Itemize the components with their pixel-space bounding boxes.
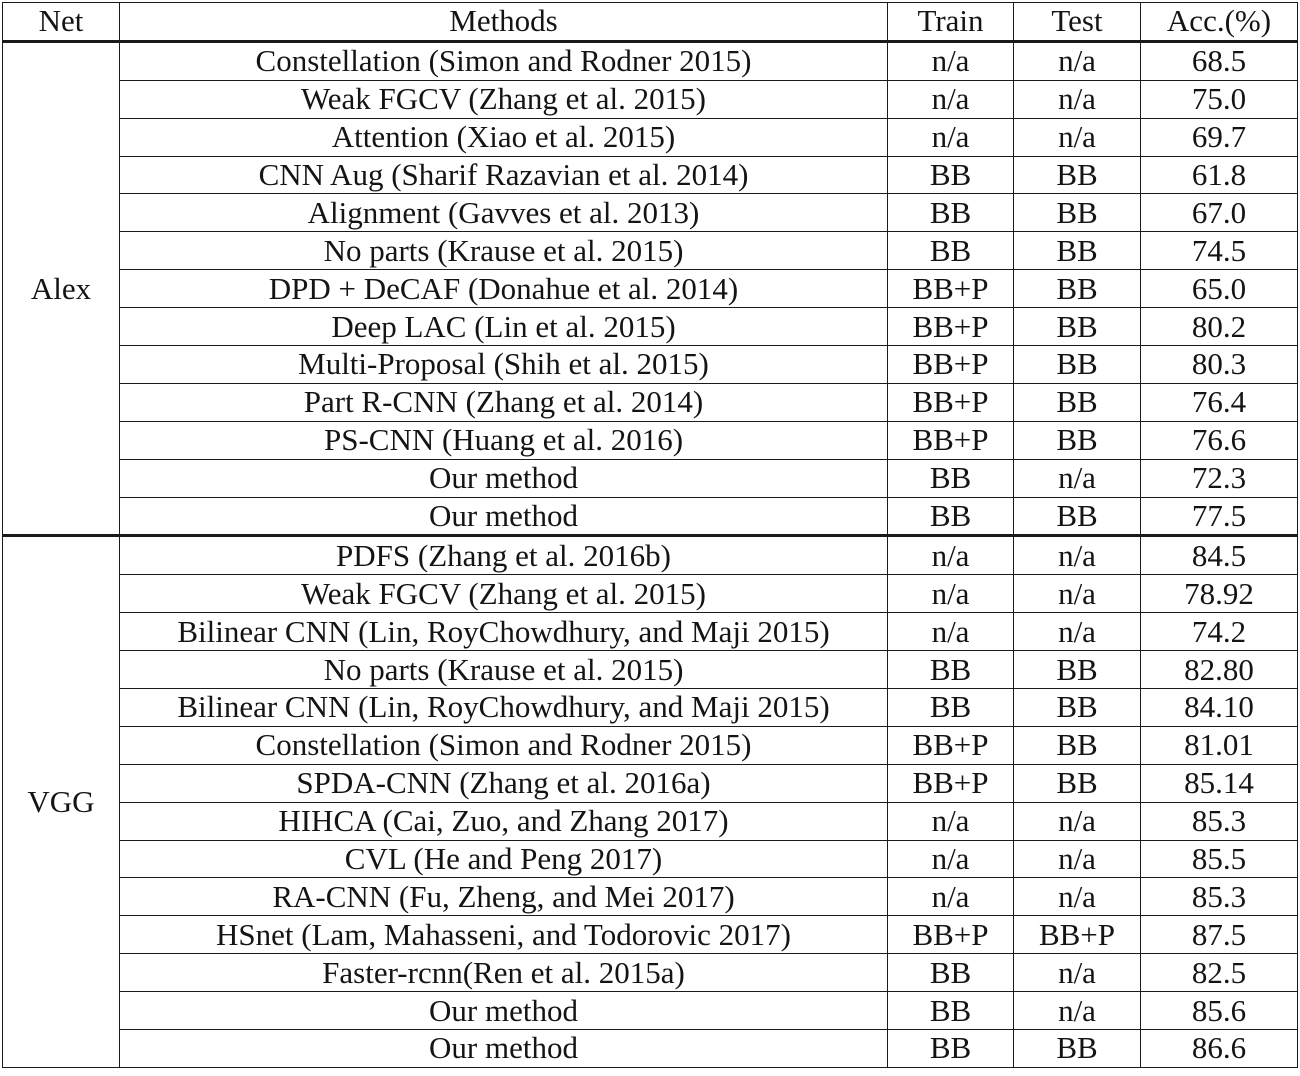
table-row bbox=[3, 156, 1298, 194]
test-cell: BB bbox=[1014, 651, 1141, 689]
acc-cell: 85.6 bbox=[1141, 992, 1298, 1030]
table-row bbox=[3, 992, 1298, 1030]
table-row bbox=[3, 497, 1298, 536]
net-label: VGG bbox=[3, 536, 120, 1067]
table-row bbox=[3, 41, 1298, 80]
header-net: Net bbox=[3, 3, 120, 42]
net-label: Alex bbox=[3, 41, 120, 536]
table-row bbox=[3, 726, 1298, 764]
acc-cell: 74.5 bbox=[1141, 232, 1298, 270]
train-cell: n/a bbox=[888, 536, 1014, 575]
acc-cell: 85.14 bbox=[1141, 764, 1298, 802]
table-row bbox=[3, 878, 1298, 916]
table-row bbox=[3, 270, 1298, 308]
acc-cell: 81.01 bbox=[1141, 726, 1298, 764]
test-cell: n/a bbox=[1014, 536, 1141, 575]
test-cell: n/a bbox=[1014, 80, 1141, 118]
table-row bbox=[3, 840, 1298, 878]
acc-cell: 78.92 bbox=[1141, 575, 1298, 613]
test-cell: n/a bbox=[1014, 459, 1141, 497]
test-cell: BB bbox=[1014, 270, 1141, 308]
train-cell: BB bbox=[888, 954, 1014, 992]
train-cell: BB+P bbox=[888, 270, 1014, 308]
train-cell: BB+P bbox=[888, 764, 1014, 802]
test-cell: n/a bbox=[1014, 613, 1141, 651]
train-cell: BB bbox=[888, 156, 1014, 194]
method-cell: RA-CNN (Fu, Zheng, and Mei 2017) bbox=[120, 878, 888, 916]
acc-cell: 80.2 bbox=[1141, 308, 1298, 346]
table-row bbox=[3, 459, 1298, 497]
acc-cell: 65.0 bbox=[1141, 270, 1298, 308]
test-cell: n/a bbox=[1014, 41, 1141, 80]
acc-cell: 80.3 bbox=[1141, 346, 1298, 384]
method-cell: Constellation (Simon and Rodner 2015) bbox=[120, 726, 888, 764]
test-cell: n/a bbox=[1014, 118, 1141, 156]
method-cell: Our method bbox=[120, 1030, 888, 1068]
acc-cell: 74.2 bbox=[1141, 613, 1298, 651]
acc-cell: 82.80 bbox=[1141, 651, 1298, 689]
table-row bbox=[3, 916, 1298, 954]
method-cell: Our method bbox=[120, 459, 888, 497]
train-cell: n/a bbox=[888, 80, 1014, 118]
test-cell: n/a bbox=[1014, 992, 1141, 1030]
method-cell: CNN Aug (Sharif Razavian et al. 2014) bbox=[120, 156, 888, 194]
test-cell: BB+P bbox=[1014, 916, 1141, 954]
test-cell: n/a bbox=[1014, 954, 1141, 992]
table-row bbox=[3, 421, 1298, 459]
test-cell: BB bbox=[1014, 346, 1141, 384]
method-cell: Deep LAC (Lin et al. 2015) bbox=[120, 308, 888, 346]
table-row bbox=[3, 118, 1298, 156]
test-cell: BB bbox=[1014, 156, 1141, 194]
table-row bbox=[3, 308, 1298, 346]
header-test: Test bbox=[1014, 3, 1141, 42]
acc-cell: 85.5 bbox=[1141, 840, 1298, 878]
method-cell: Constellation (Simon and Rodner 2015) bbox=[120, 41, 888, 80]
acc-cell: 82.5 bbox=[1141, 954, 1298, 992]
table-row bbox=[3, 346, 1298, 384]
method-cell: HSnet (Lam, Mahasseni, and Todorovic 2017) bbox=[120, 916, 888, 954]
acc-cell: 85.3 bbox=[1141, 802, 1298, 840]
train-cell: BB bbox=[888, 459, 1014, 497]
test-cell: n/a bbox=[1014, 575, 1141, 613]
train-cell: BB bbox=[888, 497, 1014, 536]
train-cell: BB bbox=[888, 651, 1014, 689]
method-cell: No parts (Krause et al. 2015) bbox=[120, 651, 888, 689]
table-row bbox=[3, 80, 1298, 118]
acc-cell: 75.0 bbox=[1141, 80, 1298, 118]
train-cell: n/a bbox=[888, 41, 1014, 80]
method-cell: PS-CNN (Huang et al. 2016) bbox=[120, 421, 888, 459]
acc-cell: 77.5 bbox=[1141, 497, 1298, 536]
test-cell: BB bbox=[1014, 232, 1141, 270]
train-cell: BB+P bbox=[888, 383, 1014, 421]
test-cell: BB bbox=[1014, 1030, 1141, 1068]
acc-cell: 85.3 bbox=[1141, 878, 1298, 916]
method-cell: PDFS (Zhang et al. 2016b) bbox=[120, 536, 888, 575]
acc-cell: 76.6 bbox=[1141, 421, 1298, 459]
train-cell: n/a bbox=[888, 840, 1014, 878]
method-cell: SPDA-CNN (Zhang et al. 2016a) bbox=[120, 764, 888, 802]
test-cell: BB bbox=[1014, 308, 1141, 346]
acc-cell: 61.8 bbox=[1141, 156, 1298, 194]
train-cell: BB+P bbox=[888, 421, 1014, 459]
method-cell: HIHCA (Cai, Zuo, and Zhang 2017) bbox=[120, 802, 888, 840]
acc-cell: 84.10 bbox=[1141, 689, 1298, 727]
header-row bbox=[3, 3, 1298, 42]
train-cell: n/a bbox=[888, 878, 1014, 916]
acc-cell: 72.3 bbox=[1141, 459, 1298, 497]
test-cell: BB bbox=[1014, 764, 1141, 802]
method-cell: Bilinear CNN (Lin, RoyChowdhury, and Maji 2015) bbox=[120, 613, 888, 651]
table-body bbox=[3, 41, 1298, 1067]
method-cell: Weak FGCV (Zhang et al. 2015) bbox=[120, 575, 888, 613]
method-cell: Multi-Proposal (Shih et al. 2015) bbox=[120, 346, 888, 384]
method-cell: Our method bbox=[120, 992, 888, 1030]
table-row bbox=[3, 536, 1298, 575]
header-methods: Methods bbox=[120, 3, 888, 42]
test-cell: BB bbox=[1014, 421, 1141, 459]
test-cell: BB bbox=[1014, 689, 1141, 727]
table-row bbox=[3, 651, 1298, 689]
train-cell: BB+P bbox=[888, 308, 1014, 346]
table-row bbox=[3, 689, 1298, 727]
method-cell: Our method bbox=[120, 497, 888, 536]
method-cell: Faster-rcnn(Ren et al. 2015a) bbox=[120, 954, 888, 992]
train-cell: BB bbox=[888, 992, 1014, 1030]
train-cell: BB+P bbox=[888, 346, 1014, 384]
method-cell: CVL (He and Peng 2017) bbox=[120, 840, 888, 878]
table-row bbox=[3, 764, 1298, 802]
train-cell: n/a bbox=[888, 613, 1014, 651]
test-cell: BB bbox=[1014, 726, 1141, 764]
acc-cell: 67.0 bbox=[1141, 194, 1298, 232]
acc-cell: 69.7 bbox=[1141, 118, 1298, 156]
test-cell: n/a bbox=[1014, 802, 1141, 840]
train-cell: BB+P bbox=[888, 726, 1014, 764]
table-row bbox=[3, 613, 1298, 651]
header-acc: Acc.(%) bbox=[1141, 3, 1298, 42]
train-cell: BB bbox=[888, 194, 1014, 232]
acc-cell: 68.5 bbox=[1141, 41, 1298, 80]
results-table bbox=[2, 2, 1298, 1068]
table-row bbox=[3, 383, 1298, 421]
table-row bbox=[3, 1030, 1298, 1068]
method-cell: Attention (Xiao et al. 2015) bbox=[120, 118, 888, 156]
test-cell: BB bbox=[1014, 497, 1141, 536]
method-cell: DPD + DeCAF (Donahue et al. 2014) bbox=[120, 270, 888, 308]
train-cell: BB bbox=[888, 1030, 1014, 1068]
method-cell: Bilinear CNN (Lin, RoyChowdhury, and Maji 2015) bbox=[120, 689, 888, 727]
method-cell: Alignment (Gavves et al. 2013) bbox=[120, 194, 888, 232]
method-cell: Part R-CNN (Zhang et al. 2014) bbox=[120, 383, 888, 421]
header-train: Train bbox=[888, 3, 1014, 42]
table-row bbox=[3, 575, 1298, 613]
train-cell: n/a bbox=[888, 802, 1014, 840]
train-cell: n/a bbox=[888, 118, 1014, 156]
train-cell: BB bbox=[888, 689, 1014, 727]
train-cell: n/a bbox=[888, 575, 1014, 613]
table-row bbox=[3, 232, 1298, 270]
acc-cell: 76.4 bbox=[1141, 383, 1298, 421]
acc-cell: 86.6 bbox=[1141, 1030, 1298, 1068]
table-row bbox=[3, 194, 1298, 232]
test-cell: n/a bbox=[1014, 840, 1141, 878]
train-cell: BB bbox=[888, 232, 1014, 270]
table-row bbox=[3, 802, 1298, 840]
test-cell: BB bbox=[1014, 194, 1141, 232]
table-row bbox=[3, 954, 1298, 992]
acc-cell: 84.5 bbox=[1141, 536, 1298, 575]
method-cell: Weak FGCV (Zhang et al. 2015) bbox=[120, 80, 888, 118]
test-cell: n/a bbox=[1014, 878, 1141, 916]
train-cell: BB+P bbox=[888, 916, 1014, 954]
method-cell: No parts (Krause et al. 2015) bbox=[120, 232, 888, 270]
test-cell: BB bbox=[1014, 383, 1141, 421]
acc-cell: 87.5 bbox=[1141, 916, 1298, 954]
